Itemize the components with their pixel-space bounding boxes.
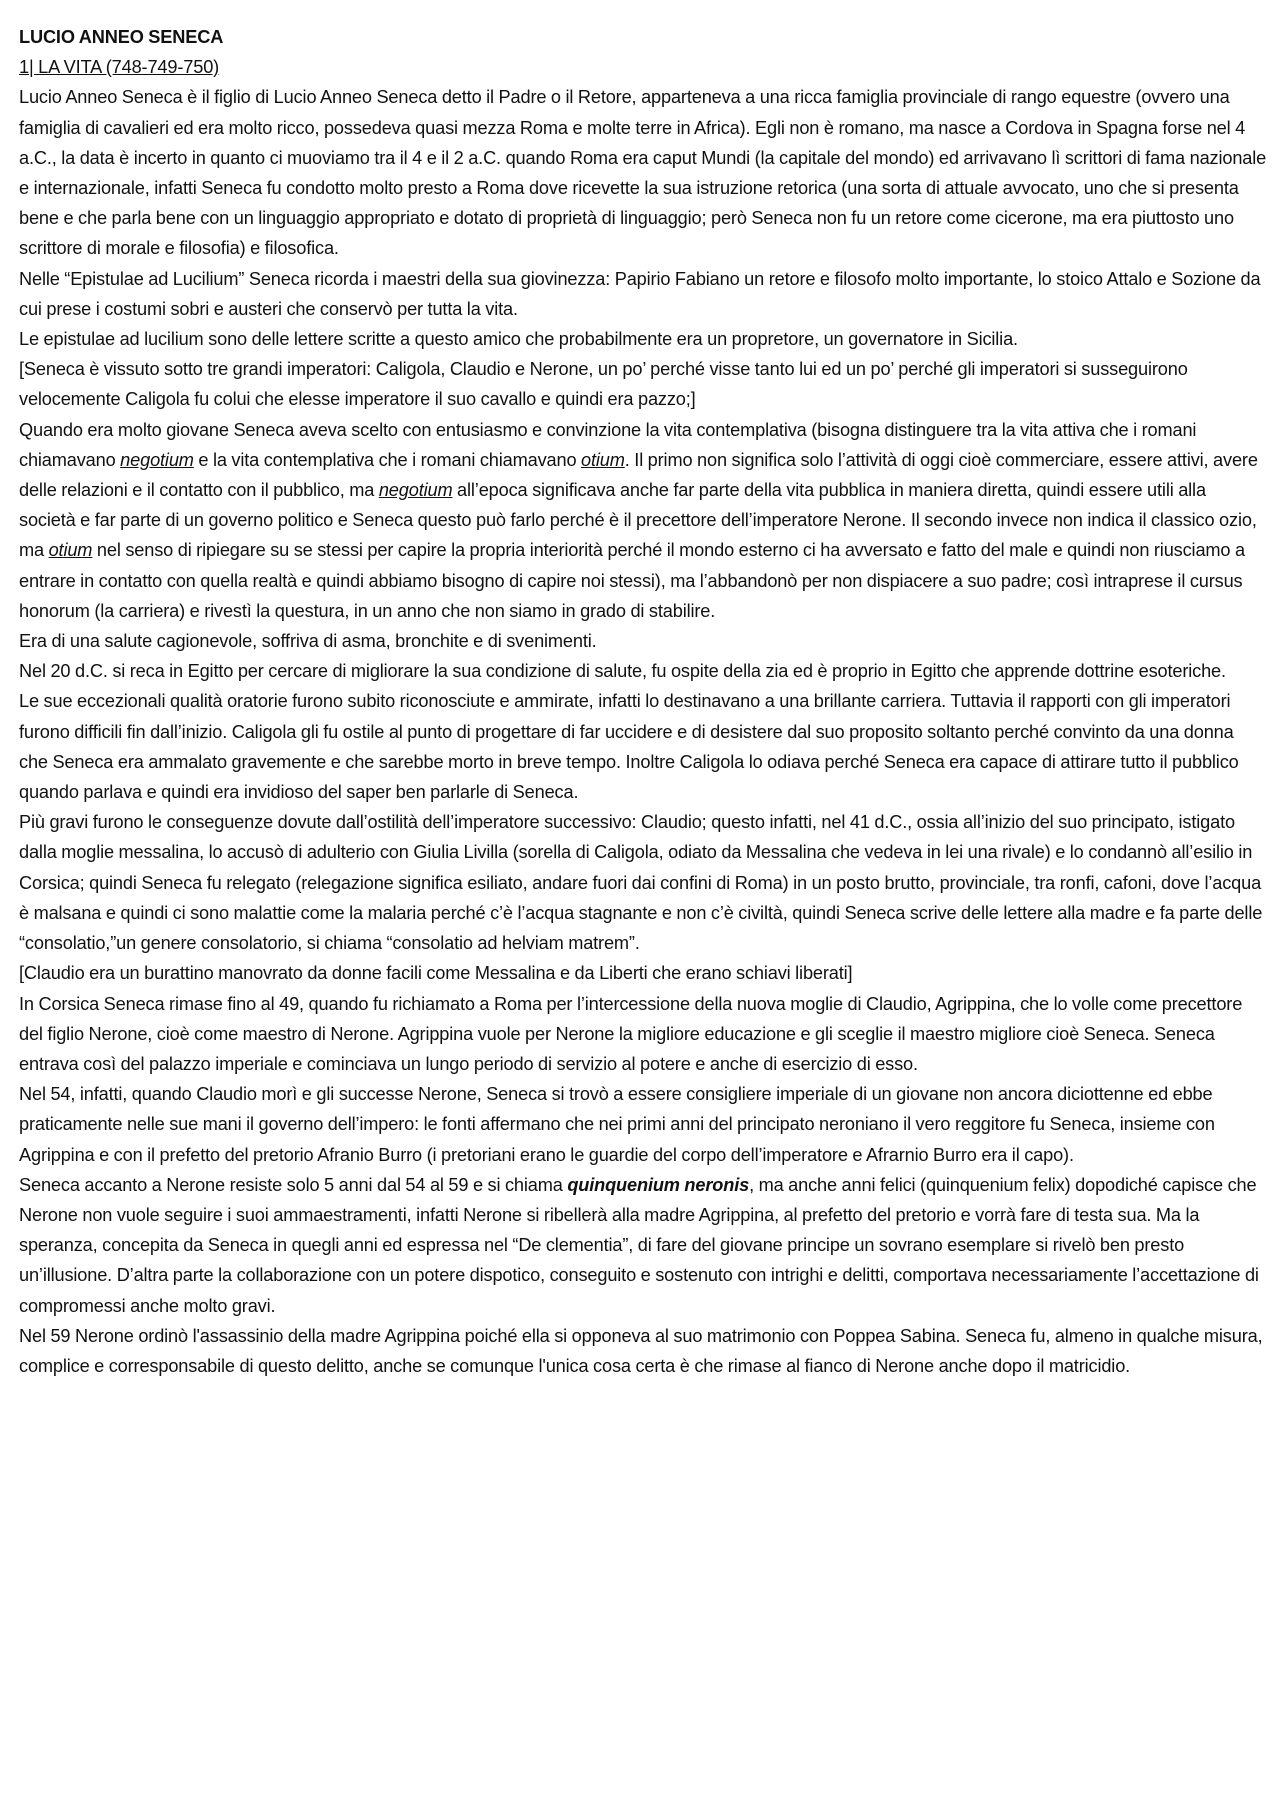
paragraph-return-rome: In Corsica Seneca rimase fino al 49, quando fu richiamato a Roma per l’intercessione della nuova moglie di Claudio, Agrippina, che lo volle come precettore del figlio Nerone, cioè come maestro di Nerone. Agrippina vuole per Nerone la migliore educazione e gli sceglie il maestro migliore cioè Seneca. Seneca entrava così del palazzo imperiale e cominciava un lungo periodo di servizio al potere e anche di esercizio di esso. — [19, 993, 1243, 1074]
paragraph-claudio-exile: Più gravi furono le conseguenze dovute dall’ostilità dell’imperatore successivo: Claudio; questo infatti, nel 41 d.C., ossia all’inizio del suo principato, istigato dalla moglie messalina, lo accusò di adulterio con Giulia Livilla (sorella di Caligola, odiato da Messalina che vedeva in lei una rivale) e lo condannò all’esilio in Corsica; quindi Seneca fu relegato (relegazione significa esiliato, andare fuori dai confini di Roma) in un posto brutto, provinciale, tra ronfi, cafoni, dove l’acqua è malsana e quindi ci sono malattie come la malaria perché c’è l’acqua stagnante e non c’è civiltà, quindi Seneca scrive delle lettere alla madre e fa parte delle “consolatio,”un genere consolatorio, si chiama “consolatio ad helviam matrem”. — [19, 812, 1263, 954]
term-negotium: negotium — [378, 480, 453, 501]
section-heading: 1| LA VITA (748-749-750) — [19, 57, 220, 78]
term-otium: otium — [581, 449, 625, 470]
document-page — [19, 22, 1267, 1381]
paragraph-matricide: Nel 59 Nerone ordinò l'assassinio della madre Agrippina poiché ella si opponeva al suo matrimonio con Poppea Sabina. Seneca fu, almeno in qualche misura, complice e corresponsabile di questo delitto, anche se comunque l'unica cosa certa è che rimase al fianco di Nerone anche dopo il matricidio. — [19, 1325, 1263, 1376]
document-title: LUCIO ANNEO SENECA — [19, 27, 224, 47]
text-span: Quando era molto giovane Seneca aveva scelto con entusiasmo e convinzione la vita contemplativa (bisogna distinguere tra la vita attiva che i romani chiamavano — [19, 419, 1197, 470]
text-span: e la vita contemplativa che i romani chiamavano — [193, 449, 582, 470]
text-span: Seneca accanto a Nerone resiste solo 5 anni dal 54 al 59 e si chiama — [19, 1174, 568, 1195]
paragraph-caligola: Le sue eccezionali qualità oratorie furono subito riconosciute e ammirate, infatti lo destinavano a una brillante carriera. Tuttavia il rapporti con gli imperatori furono difficili fin dall’inizio. Caligola gli fu ostile al punto di progettare di far uccidere e di desistere dal suo proposito soltanto perché convinto da una donna che Seneca era ammalato gravemente e che sarebbe morto in breve tempo. Inoltre Caligola lo odiava perché Seneca era capace di attirare tutto il pubblico quando parlava e quindi era invidioso del saper ben parlarle di Seneca. — [19, 691, 1239, 803]
paragraph-vita-contemplativa — [19, 415, 1267, 626]
paragraph-health: Era di una salute cagionevole, soffriva di asma, bronchite e di svenimenti. — [19, 631, 597, 652]
term-negotium: negotium — [120, 449, 194, 470]
paragraph-teachers: Nelle “Epistulae ad Lucilium” Seneca ricorda i maestri della sua giovinezza: Papirio Fabiano un retore e filosofo molto importante, lo stoico Attalo e Sozione da cui prese i costumi sobri e austeri che conservò per tutta la vita. — [19, 268, 1261, 319]
text-span: nel senso di ripiegare su se stessi per capire la propria interiorità perché il mondo esterno ci ha avversato e fatto del male e quindi non riusciamo a entrare in contatto con quella realtà e quindi abbiamo bisogno di capire noi stessi), ma l’abbandonò per non dispiacere a suo padre; così intraprese il cursus honorum (la carriera) e rivestì la questura, in un anno che non siamo in grado di stabilire. — [19, 540, 1245, 621]
paragraph-emperors-note: [Seneca è vissuto sotto tre grandi imperatori: Caligola, Claudio e Nerone, un po’ perché visse tanto lui ed un po’ perché gli imperatori si susseguirono velocemente Caligola fu colui che elesse imperatore il suo cavallo e quindi era pazzo;] — [19, 359, 1188, 410]
paragraph-origins: Lucio Anneo Seneca è il figlio di Lucio Anneo Seneca detto il Padre o il Retore, apparteneva a una ricca famiglia provinciale di rango equestre (ovvero una famiglia di cavalieri ed era molto ricco, possedeva quasi mezza Roma e molte terre in Africa). Egli non è romano, ma nasce a Cordova in Spagna forse nel 4 a.C., la data è incerto in quanto ci muoviamo tra il 4 e il 2 a.C. quando Roma era caput Mundi (la capitale del mondo) ed arrivavano lì scrittori di fama nazionale e internazionale, infatti Seneca fu condotto molto presto a Roma dove ricevette la sua istruzione retorica (una sorta di attuale avvocato, uno che si presenta bene e che parla bene con un linguaggio appropriato e dotato di proprietà di linguaggio; però Seneca non fu un retore come cicerone, ma era piuttosto uno scrittore di morale e filosofia) e filosofica. — [19, 87, 1267, 259]
text-span: , ma anche anni felici (quinquenium felix) dopodiché capisce che Nerone non vuole seguire i suoi ammaestramenti, infatti Nerone si ribellerà alla madre Agrippina, al prefetto del pretorio e vorrà fare di testa sua. Ma la speranza, concepita da Seneca in quegli anni ed espressa nel “De clementia”, di fare del giovane principe un sovrano esemplare si rivelò ben presto un’illusione. D’altra parte la collaborazione con un potere dispotico, conseguito e sostenuto con intrighi e delitti, comportava necessariamente l’accettazione di compromessi anche molto gravi. — [19, 1174, 1259, 1316]
paragraph-claudio-note: [Claudio era un burattino manovrato da donne facili come Messalina e da Liberti che erano schiavi liberati] — [19, 963, 853, 984]
term-quinquenium-neronis: quinquenium neronis — [567, 1174, 750, 1195]
paragraph-nerone-advisor: Nel 54, infatti, quando Claudio morì e gli successe Nerone, Seneca si trovò a essere consigliere imperiale di un giovane non ancora diciottenne ed ebbe praticamente nelle sue mani il governo dell’impero: le fonti affermano che nei primi anni del principato neroniano il vero reggitore fu Seneca, insieme con Agrippina e con il prefetto del pretorio Afranio Burro (i pretoriani erano le guardie del corpo dell’imperatore e Afrarnio Burro era il capo). — [19, 1084, 1215, 1165]
paragraph-egypt: Nel 20 d.C. si reca in Egitto per cercare di migliorare la sua condizione di salute, fu ospite della zia ed è proprio in Egitto che apprende dottrine esoteriche. — [19, 661, 1226, 682]
term-otium: otium — [48, 540, 93, 561]
paragraph-quinquennium — [19, 1170, 1267, 1321]
paragraph-epistulae: Le epistulae ad lucilium sono delle lettere scritte a questo amico che probabilmente era un propretore, un governatore in Sicilia. — [19, 329, 1018, 350]
text-span: . Il primo non significa solo l’attività di oggi cioè commerciare, essere attivi, avere delle relazioni e il contatto con il pubblico, ma — [19, 449, 1258, 501]
text-span: all’epoca significava anche far parte della vita pubblica in maniera diretta, quindi essere utili alla società e far parte di un governo politico e Seneca questo può farlo perché è il precettore dell’imperatore Nerone. Il secondo invece non indica il classico ozio, ma — [19, 480, 1257, 561]
